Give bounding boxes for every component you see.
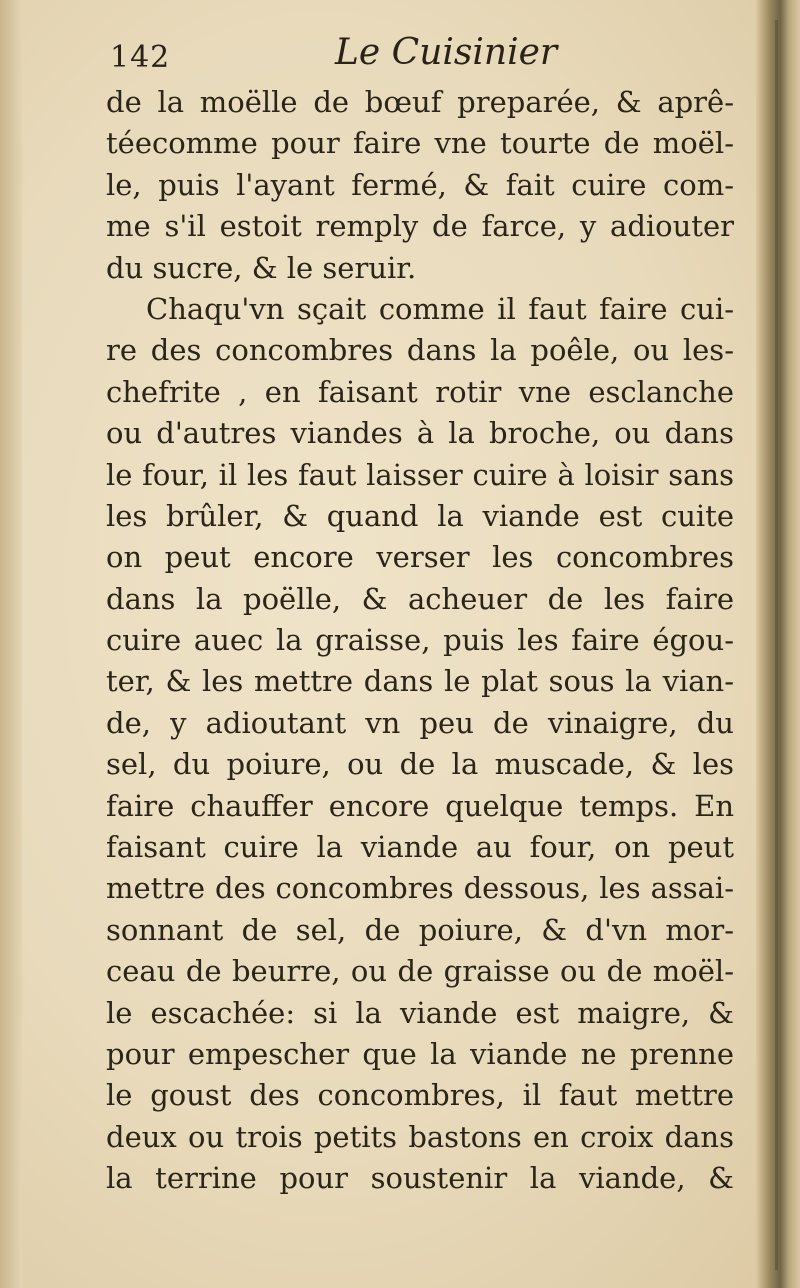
text-line: deux ou trois petits bastons en croix dans [106, 1119, 734, 1154]
text-line: le escachée: si la viande est maigre, & [106, 995, 734, 1030]
text-line: mettre des concombres dessous, les assai- [106, 871, 734, 906]
text-line: de la moëlle de bœuf preparée, & aprê- [106, 85, 734, 119]
binding-shadow-line [775, 20, 778, 1270]
text-line: on peut encore verser les concombres [106, 540, 734, 575]
text-line: dans la poëlle, & acheuer de les faire [106, 581, 734, 616]
text-line: cuire auec la graisse, puis les faire égou- [106, 623, 734, 658]
text-line: re des concombres dans la poêle, ou les- [106, 333, 734, 368]
text-line: faire chauffer encore quelque temps. En [106, 788, 734, 823]
page-header [110, 30, 730, 82]
text-line: la terrine pour soustenir la viande, & [106, 1161, 734, 1196]
text-line: ou d'autres viandes à la broche, ou dans [106, 416, 734, 451]
text-line: les brûler, & quand la viande est cuite [106, 498, 734, 533]
text-line: ceau de beurre, ou de graisse ou de moël- [106, 954, 734, 989]
text-line: me s'il estoit remply de farce, y adiouter [106, 209, 734, 244]
page-number: 142 [110, 40, 171, 75]
text-line: téecomme pour faire vne tourte de moël- [106, 126, 734, 161]
running-head: Le Cuisinier [335, 32, 558, 73]
text-line: ter, & les mettre dans le plat sous la vian- [106, 664, 734, 699]
paragraph-start-line: Chaqu'vn sçait comme il faut faire cui- [146, 291, 734, 326]
text-line: faisant cuire la viande au four, on peut [106, 830, 734, 865]
text-line: le goust des concombres, il faut mettre [106, 1078, 734, 1113]
body-text [106, 82, 734, 1200]
text-line: le four, il les faut laisser cuire à loisir sans [106, 457, 734, 492]
text-line: sonnant de sel, de poiure, & d'vn mor- [106, 912, 734, 947]
text-line: du sucre, & le seruir. [106, 250, 417, 285]
page-left-edge [0, 0, 22, 1288]
text-line: le, puis l'ayant fermé, & fait cuire com- [106, 167, 734, 202]
text-line: pour empescher que la viande ne prenne [106, 1036, 734, 1071]
text-line: sel, du poiure, ou de la muscade, & les [106, 747, 734, 782]
page-binding-edge [756, 0, 800, 1288]
text-line: de, y adioutant vn peu de vinaigre, du [106, 705, 734, 740]
text-line: chefrite , en faisant rotir vne esclanche [106, 374, 734, 409]
